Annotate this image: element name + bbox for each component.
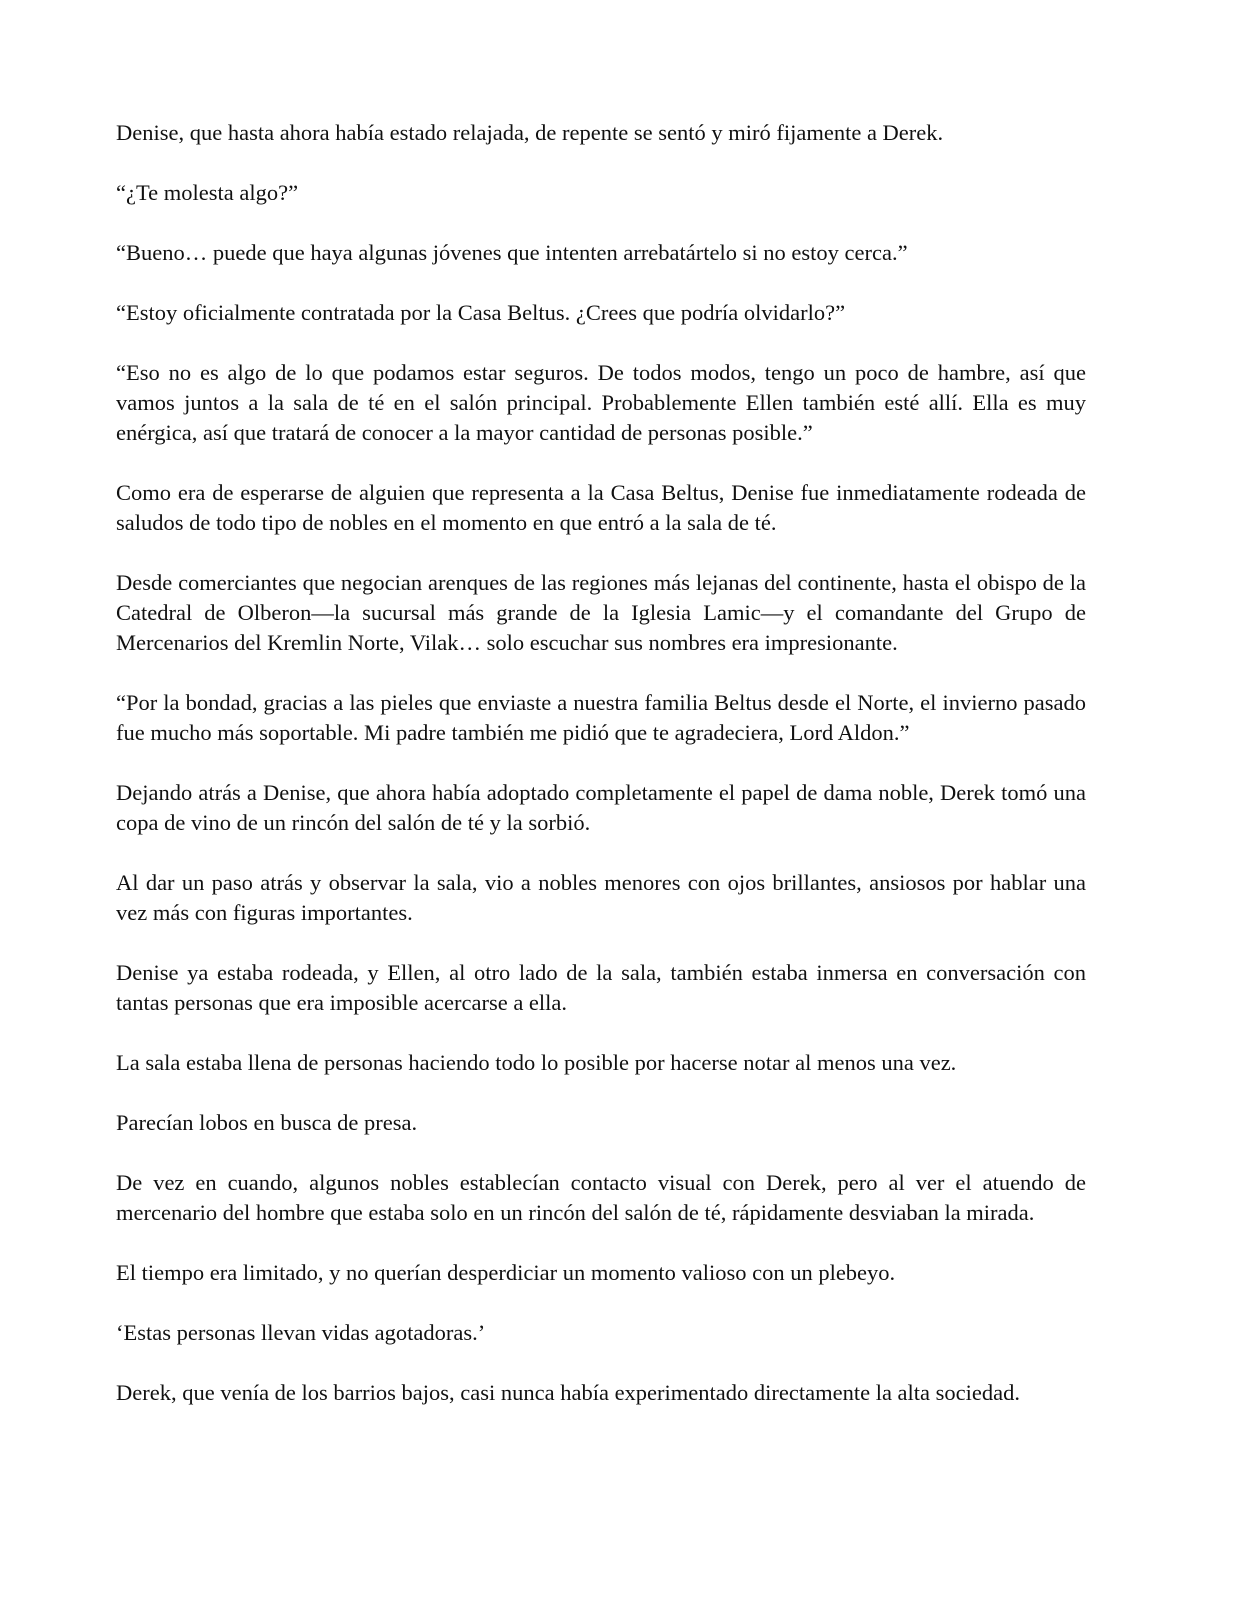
paragraph: Al dar un paso atrás y observar la sala, vio a nobles menores con ojos brillantes, ansiosos por hablar una vez más con figuras importantes. [116, 870, 1086, 925]
paragraph: Denise, que hasta ahora había estado relajada, de repente se sentó y miró fijamente a Derek. [116, 120, 944, 145]
paragraph: “Bueno… puede que haya algunas jóvenes que intenten arrebatártelo si no estoy cerca.” [116, 240, 908, 265]
paragraph: Parecían lobos en busca de presa. [116, 1110, 418, 1135]
paragraph: Desde comerciantes que negocian arenques de las regiones más lejanas del continente, hasta el obispo de la Catedral de Olberon—la sucursal más grande de la Iglesia Lamic—y el comandante del Grupo de Mercenarios del Kremlin Norte, Vilak… solo escuchar sus nombres era impresionante. [116, 570, 1086, 655]
paragraph: Derek, que venía de los barrios bajos, casi nunca había experimentado directamente la alta sociedad. [116, 1380, 1020, 1405]
paragraph: “Eso no es algo de lo que podamos estar seguros. De todos modos, tengo un poco de hambre, así que vamos juntos a la sala de té en el salón principal. Probablemente Ellen también esté allí. Ella es muy enérgica, así que tratará de conocer a la mayor cantidad de personas posible.” [116, 360, 1086, 445]
paragraph: Dejando atrás a Denise, que ahora había adoptado completamente el papel de dama noble, Derek tomó una copa de vino de un rincón del salón de té y la sorbió. [116, 780, 1086, 835]
paragraph: La sala estaba llena de personas haciendo todo lo posible por hacerse notar al menos una vez. [116, 1050, 957, 1075]
document-page [116, 118, 1086, 1438]
paragraph: El tiempo era limitado, y no querían desperdiciar un momento valioso con un plebeyo. [116, 1260, 896, 1285]
paragraph: “Estoy oficialmente contratada por la Casa Beltus. ¿Crees que podría olvidarlo?” [116, 300, 846, 325]
paragraph: “Por la bondad, gracias a las pieles que enviaste a nuestra familia Beltus desde el Norte, el invierno pasado fue mucho más soportable. Mi padre también me pidió que te agradeciera, Lord Aldon.” [116, 690, 1086, 745]
paragraph: Denise ya estaba rodeada, y Ellen, al otro lado de la sala, también estaba inmersa en conversación con tantas personas que era imposible acercarse a ella. [116, 960, 1086, 1015]
paragraph: “¿Te molesta algo?” [116, 180, 299, 205]
paragraph: De vez en cuando, algunos nobles establecían contacto visual con Derek, pero al ver el atuendo de mercenario del hombre que estaba solo en un rincón del salón de té, rápidamente desviaban la mirada. [116, 1170, 1086, 1225]
paragraph: Como era de esperarse de alguien que representa a la Casa Beltus, Denise fue inmediatamente rodeada de saludos de todo tipo de nobles en el momento en que entró a la sala de té. [116, 480, 1086, 535]
paragraph: ‘Estas personas llevan vidas agotadoras.’ [116, 1320, 486, 1345]
